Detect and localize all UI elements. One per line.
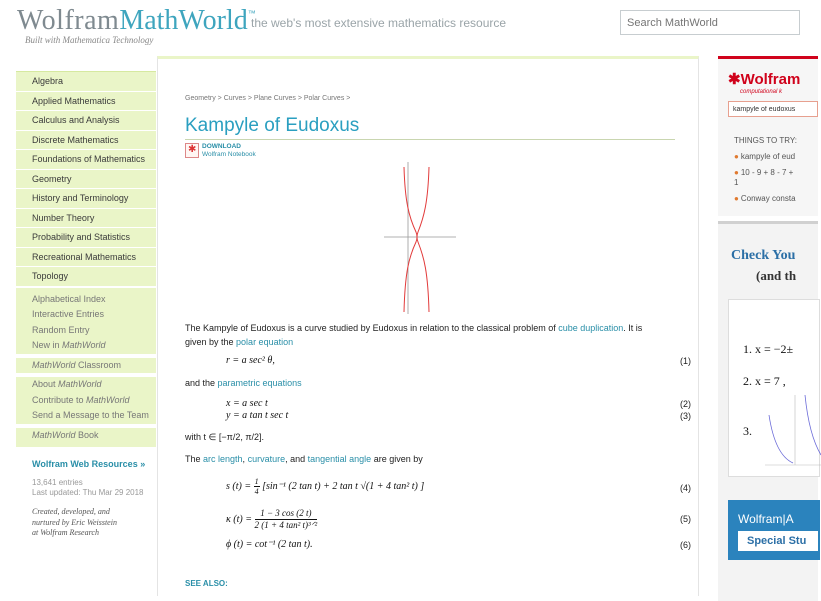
equation-number: (6) — [680, 540, 691, 550]
parametric-intro — [185, 376, 302, 390]
new-in-prefix: New in — [32, 340, 63, 350]
breadcrumb[interactable]: Geometry > Curves > Plane Curves > Polar Curves > — [185, 95, 351, 102]
equation-number: (5) — [680, 514, 691, 524]
advertisement[interactable] — [718, 221, 818, 601]
equation-4-lhs: s (t) = — [226, 480, 254, 492]
try-item-continued: 1 — [734, 178, 739, 187]
page-title: Kampyle of Eudoxus — [185, 115, 360, 136]
kampyle-curve-plot — [384, 162, 456, 314]
logo-subtitle: Built with Mathematica Technology — [25, 35, 154, 45]
book-suffix: Book — [75, 429, 99, 440]
equation-1: r = a sec² θ, — [226, 355, 275, 366]
try-item-text: 10 - 9 + 8 - 7 + — [740, 168, 794, 177]
main-content — [157, 56, 699, 596]
entry-stats — [16, 478, 156, 498]
sidebar-item-book[interactable] — [16, 428, 156, 444]
try-item[interactable] — [734, 194, 796, 204]
equation-number: (1) — [680, 356, 691, 366]
about-prefix: About — [32, 379, 59, 389]
ad-promo-bar — [728, 500, 820, 560]
ad-headline: Check You — [731, 248, 796, 263]
credits-line: nurtured by Eric Weisstein — [32, 517, 117, 527]
sidebar-item-geometry[interactable]: Geometry — [16, 170, 156, 190]
notebook-label: Wolfram Notebook — [202, 151, 256, 158]
bullet-icon: ● — [734, 194, 739, 203]
sidebar-item-number-theory[interactable]: Number Theory — [16, 209, 156, 229]
curve-branch-inner — [404, 167, 417, 312]
try-item-text: Conway consta — [740, 194, 796, 203]
mathworld-italic: MathWorld — [58, 379, 102, 389]
site-tagline: the web's most extensive mathematics resource — [251, 16, 507, 30]
sidebar-item-send-message[interactable]: Send a Message to the Team — [32, 410, 149, 420]
mathworld-logo[interactable] — [17, 5, 256, 37]
ad-graph-icon — [765, 395, 821, 475]
arc-length-intro — [185, 452, 423, 466]
mathworld-italic: MathWorld — [32, 429, 76, 440]
equation-3: y = a tan t sec t — [226, 410, 289, 421]
ad-subheadline: (and th — [756, 268, 797, 283]
intro-text-end: . It is — [623, 323, 643, 333]
curvature-link[interactable]: curvature — [247, 454, 286, 464]
ad-problem-2: 2. x = 7 , — [743, 374, 786, 388]
ad-promo-button[interactable]: Special Stu — [738, 531, 818, 551]
logo-trademark: ™ — [247, 9, 256, 18]
sidebar-item-alphabetical-index[interactable]: Alphabetical Index — [32, 293, 106, 304]
see-also-heading: SEE ALSO: — [185, 579, 228, 588]
try-item[interactable] — [734, 168, 793, 178]
secondary-nav — [16, 288, 156, 448]
credits-line: Created, developed, and — [32, 507, 110, 516]
equation-number: (4) — [680, 483, 691, 493]
mathworld-italic: MathWorld — [32, 359, 76, 370]
wolfram-alpha-subtitle: computational k — [740, 89, 783, 95]
equation-number: (2) — [680, 399, 691, 409]
equation-number: (3) — [680, 411, 691, 421]
contribute-prefix: Contribute to — [32, 394, 87, 405]
download-label: DOWNLOAD — [202, 143, 241, 150]
sidebar-item-random-entry[interactable]: Random Entry — [32, 324, 90, 335]
wolfram-alpha-logo-text: Wolfram — [740, 71, 801, 88]
and-the-text: and the — [185, 378, 218, 388]
equation-6: ϕ (t) = cot⁻¹ (2 tan t). — [226, 539, 313, 550]
fraction-numerator: 1 − 3 cos (2 t) — [255, 508, 318, 520]
ad-promo-title: Wolfram|A — [738, 512, 794, 526]
ad-problem-3: 3. — [743, 424, 752, 438]
fraction — [255, 508, 318, 531]
credits — [16, 507, 156, 539]
entry-count: 13,641 entries — [32, 478, 83, 487]
wolfram-alpha-logo[interactable] — [728, 70, 800, 88]
equation-2: x = a sec t — [226, 398, 268, 409]
mathworld-italic: MathWorld — [62, 340, 106, 350]
things-to-try-heading: THINGS TO TRY: — [734, 136, 797, 145]
bullet-icon: ● — [734, 152, 739, 161]
wolfram-star-icon: ✱ — [728, 71, 741, 88]
sidebar-item-contribute[interactable] — [16, 393, 156, 409]
classroom-suffix: Classroom — [75, 359, 122, 370]
intro-text-2: given by the — [185, 337, 237, 347]
equation-5-lhs: κ (t) = — [226, 513, 255, 525]
try-item-text: kampyle of eud — [740, 152, 796, 161]
sidebar-item-history[interactable]: History and Terminology — [16, 189, 156, 209]
wolfram-web-resources-link[interactable]: Wolfram Web Resources » — [32, 459, 146, 469]
sidebar-item-algebra[interactable]: Algebra — [16, 72, 156, 92]
curve-branch-outer — [417, 167, 429, 312]
fraction-numerator: 1 — [254, 477, 259, 486]
try-item[interactable] — [734, 152, 795, 162]
download-notebook-link[interactable] — [185, 143, 256, 159]
sidebar-item-foundations[interactable]: Foundations of Mathematics — [16, 150, 156, 170]
are-given-by-text: are given by — [371, 454, 423, 464]
and-text: , and — [285, 454, 308, 464]
notebook-icon — [185, 143, 199, 158]
ad-problem-card — [728, 299, 820, 477]
sidebar-item-discrete-mathematics[interactable]: Discrete Mathematics — [16, 131, 156, 151]
equation-5 — [226, 508, 317, 531]
sidebar-nav — [16, 71, 156, 539]
download-notebook-text — [202, 143, 256, 159]
sidebar-item-calculus-and-analysis[interactable]: Calculus and Analysis — [16, 111, 156, 131]
sidebar-item-probability[interactable]: Probability and Statistics — [16, 228, 156, 248]
sidebar-item-new-in-mathworld[interactable] — [16, 338, 156, 354]
credits-line: at Wolfram Research — [32, 528, 99, 537]
sidebar-item-interactive-entries[interactable]: Interactive Entries — [32, 309, 105, 319]
topic-list — [16, 71, 156, 287]
parameter-range: with t ∈ [−π/2, π/2]. — [185, 432, 265, 442]
right-sidebar — [718, 56, 807, 596]
search-input[interactable] — [620, 10, 800, 35]
site-header — [0, 0, 800, 52]
sidebar-item-about[interactable] — [16, 377, 156, 393]
polar-equation-link[interactable]: polar equation — [236, 337, 294, 347]
tangential-angle-link[interactable]: tangential angle — [307, 454, 372, 464]
equation-4-rhs: [sin⁻¹ (2 tan t) + 2 tan t √(1 + 4 tan² t) ] — [262, 480, 425, 492]
the-text: The — [185, 454, 204, 464]
parametric-equations-link[interactable]: parametric equations — [217, 378, 302, 388]
arc-length-link[interactable]: arc length — [203, 454, 243, 464]
sidebar-item-topology[interactable]: Topology — [16, 267, 156, 287]
intro-paragraph — [185, 321, 642, 349]
sidebar-item-classroom[interactable] — [16, 358, 156, 374]
bullet-icon: ● — [734, 168, 739, 177]
wolfram-alpha-widget — [718, 56, 818, 216]
wolfram-alpha-input[interactable] — [728, 101, 818, 117]
intro-text: The Kampyle of Eudoxus is a curve studied by Eudoxus in relation to the classical problem of — [185, 323, 559, 333]
cube-duplication-link[interactable]: cube duplication — [558, 323, 624, 333]
title-divider — [185, 139, 675, 140]
sidebar-item-recreational[interactable]: Recreational Mathematics — [16, 248, 156, 268]
fraction-denominator: 4 — [254, 487, 259, 496]
fraction — [254, 477, 260, 496]
logo-mathworld-text: MathWorld — [119, 5, 248, 36]
comma-text: , — [242, 454, 248, 464]
logo-wolfram-text: Wolfram — [17, 5, 120, 36]
fraction-denominator: 2 (1 + 4 tan² t)³ᐟ² — [254, 520, 318, 530]
last-updated: Last updated: Thu Mar 29 2018 — [32, 488, 144, 497]
equation-4 — [226, 477, 424, 496]
mathworld-italic: MathWorld — [86, 394, 130, 405]
ad-problem-1: 1. x = −2± — [743, 342, 794, 356]
sidebar-item-applied-mathematics[interactable]: Applied Mathematics — [16, 92, 156, 112]
